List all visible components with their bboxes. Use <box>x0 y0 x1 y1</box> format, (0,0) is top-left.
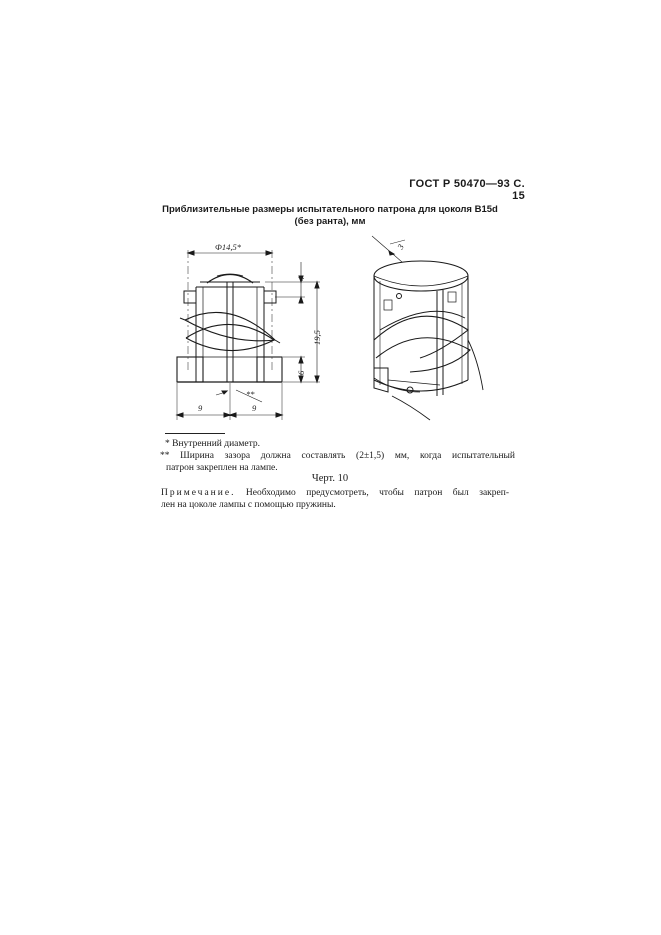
isometric-view <box>372 236 483 420</box>
figure-subtitle: (без ранта), мм <box>294 216 366 227</box>
dim-bottom-label: 6 <box>296 370 306 375</box>
dim-left-label: 9 <box>198 403 203 413</box>
dim-height-label: 19,5 <box>312 330 322 345</box>
note-line1 <box>161 488 509 498</box>
figure-title: Приблизительные размеры испытательного патрона для цоколя B15d <box>162 204 498 215</box>
footnote-divider <box>165 433 225 434</box>
figure-caption: Черт. 10 <box>311 473 349 484</box>
note-line1-text: Необходимо предусмотреть, чтобы патрон был закреп- <box>235 488 509 498</box>
page-header: ГОСТ Р 50470—93 С. 15 <box>409 178 525 202</box>
dim-top-label: 4 <box>296 276 306 281</box>
note-lead: Примечание. <box>161 488 236 498</box>
dim-gap-label: ** <box>246 389 255 399</box>
note-line2: лен на цоколе лампы с помощью пружины. <box>161 500 336 510</box>
dim-diameter-label: Ф14,5* <box>215 242 241 252</box>
footnote-2-line2: патрон закреплен на лампе. <box>166 463 278 473</box>
dim-right-label: 9 <box>252 403 257 413</box>
footnote-2-line1: ** Ширина зазора должна составлять (2±1,5) мм, когда испытательный <box>160 451 515 461</box>
dim-iso-label: 3 <box>395 242 406 251</box>
footnote-1: * Внутренний диаметр. <box>165 439 260 449</box>
